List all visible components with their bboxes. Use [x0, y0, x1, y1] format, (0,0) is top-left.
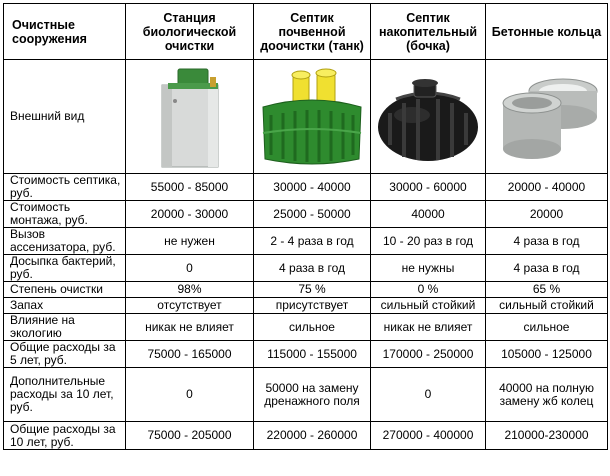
table-row	[4, 298, 608, 314]
table-row	[4, 201, 608, 228]
concrete-rings-cell: сильное	[486, 314, 608, 341]
storage-septic-image	[371, 60, 486, 174]
storage-septic-cell: 30000 - 60000	[371, 174, 486, 201]
bio-station-cell: 0	[126, 255, 254, 282]
header-concrete-rings: Бетонные кольца	[486, 4, 608, 60]
concrete-rings-icon	[489, 63, 605, 171]
table-row	[4, 255, 608, 282]
concrete-rings-image	[486, 60, 608, 174]
concrete-rings-cell: 105000 - 125000	[486, 341, 608, 368]
bio-station-cell: 0	[126, 368, 254, 422]
concrete-rings-cell: 4 раза в год	[486, 228, 608, 255]
comparison-table	[3, 3, 608, 450]
soil-septic-cell: присутствует	[254, 298, 371, 314]
bio-station-cell: 20000 - 30000	[126, 201, 254, 228]
row-label: Общие расходы за 5 лет, руб.	[4, 341, 126, 368]
header-row	[4, 4, 608, 60]
bio-station-cell: 75000 - 205000	[126, 422, 254, 450]
soil-septic-cell: 25000 - 50000	[254, 201, 371, 228]
header-structures: Очистные сооружения	[4, 4, 126, 60]
header-bio-station: Станция биологической очистки	[126, 4, 254, 60]
table-row	[4, 341, 608, 368]
storage-septic-cell: 170000 - 250000	[371, 341, 486, 368]
concrete-rings-cell: 20000	[486, 201, 608, 228]
bio-station-cell: 55000 - 85000	[126, 174, 254, 201]
storage-septic-cell: 40000	[371, 201, 486, 228]
soil-septic-cell: 4 раза в год	[254, 255, 371, 282]
row-label: Досыпка бактерий, руб.	[4, 255, 126, 282]
row-label: Влияние на экологию	[4, 314, 126, 341]
soil-septic-image	[254, 60, 371, 174]
concrete-rings-cell: 65 %	[486, 282, 608, 298]
bio-station-image	[126, 60, 254, 174]
appearance-label: Внешний вид	[4, 60, 126, 174]
soil-septic-cell: 115000 - 155000	[254, 341, 371, 368]
concrete-rings-cell: 4 раза в год	[486, 255, 608, 282]
storage-septic-cell: не нужны	[371, 255, 486, 282]
table-row	[4, 368, 608, 422]
soil-septic-cell: 50000 на замену дренажного поля	[254, 368, 371, 422]
bio-station-cell: 98%	[126, 282, 254, 298]
row-label: Дополнительные расходы за 10 лет, руб.	[4, 368, 126, 422]
storage-septic-cell: 270000 - 400000	[371, 422, 486, 450]
table-row	[4, 282, 608, 298]
bio-station-cell: отсутствует	[126, 298, 254, 314]
concrete-rings-cell: 40000 на полную замену жб колец	[486, 368, 608, 422]
storage-septic-cell: сильный стойкий	[371, 298, 486, 314]
concrete-rings-cell: 20000 - 40000	[486, 174, 608, 201]
table-row	[4, 228, 608, 255]
storage-septic-cell: 0 %	[371, 282, 486, 298]
row-label: Вызов ассенизатора, руб.	[4, 228, 126, 255]
bio-station-cell: не нужен	[126, 228, 254, 255]
row-label: Стоимость септика, руб.	[4, 174, 126, 201]
bio-station-cell: никак не влияет	[126, 314, 254, 341]
soil-septic-cell: 75 %	[254, 282, 371, 298]
row-label: Стоимость монтажа, руб.	[4, 201, 126, 228]
appearance-row	[4, 60, 608, 174]
soil-septic-cell: 2 - 4 раза в год	[254, 228, 371, 255]
storage-septic-cell: 0	[371, 368, 486, 422]
soil-septic-tank-icon	[257, 63, 367, 171]
soil-septic-cell: 220000 - 260000	[254, 422, 371, 450]
header-storage-septic: Септик накопительный (бочка)	[371, 4, 486, 60]
soil-septic-cell: сильное	[254, 314, 371, 341]
row-label: Общие расходы за 10 лет, руб.	[4, 422, 126, 450]
storage-septic-cell: никак не влияет	[371, 314, 486, 341]
row-label: Степень очистки	[4, 282, 126, 298]
bio-station-icon	[150, 63, 230, 171]
concrete-rings-cell: 210000-230000	[486, 422, 608, 450]
bio-station-cell: 75000 - 165000	[126, 341, 254, 368]
header-soil-septic: Септик почвенной доочистки (танк)	[254, 4, 371, 60]
row-label: Запах	[4, 298, 126, 314]
storage-barrel-icon	[374, 63, 482, 171]
concrete-rings-cell: сильный стойкий	[486, 298, 608, 314]
table-row	[4, 422, 608, 450]
storage-septic-cell: 10 - 20 раз в год	[371, 228, 486, 255]
table-row	[4, 174, 608, 201]
table-row	[4, 314, 608, 341]
soil-septic-cell: 30000 - 40000	[254, 174, 371, 201]
